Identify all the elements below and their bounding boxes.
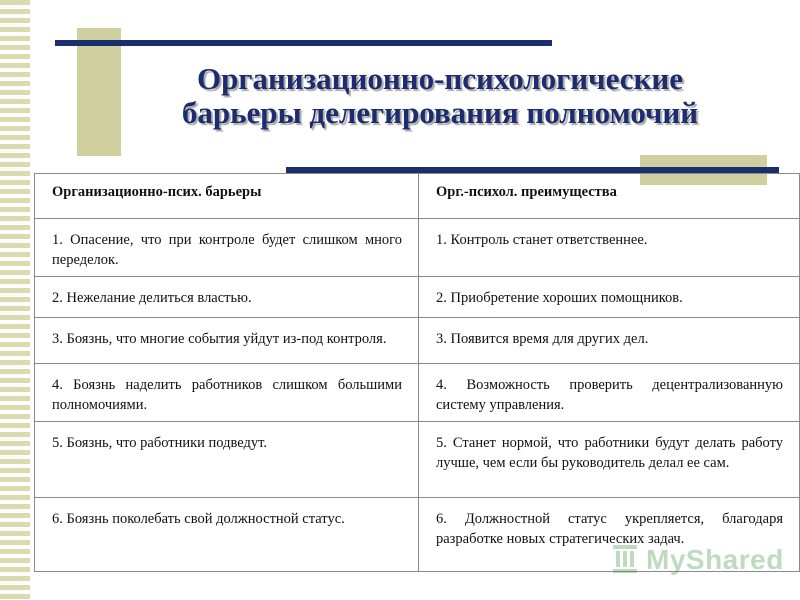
slide-title-line-2: барьеры делегирования полномочий (181, 95, 699, 130)
barrier-cell: 3. Боязнь, что многие события уйдут из-под контроля. (35, 318, 419, 364)
decorative-block-top (77, 28, 121, 156)
slide-title-line-1: Организационно-психологические (197, 61, 683, 96)
table-row (35, 219, 800, 277)
advantage-cell: 3. Появится время для других дел. (419, 318, 800, 364)
left-stripe-band (0, 0, 30, 600)
barrier-cell: 2. Нежелание делиться властью. (35, 277, 419, 318)
advantage-cell: 5. Станет нормой, что работники будут делать работу лучше, чем если бы руководитель делал ее сам. (419, 422, 800, 498)
barriers-table (34, 173, 800, 572)
table-row (35, 318, 800, 364)
barrier-cell: 6. Боязнь поколебать свой должностной статус. (35, 498, 419, 572)
advantage-cell: 4. Возможность проверить децентрализованную систему управления. (419, 364, 800, 422)
advantage-cell: 2. Приобретение хороших помощников. (419, 277, 800, 318)
column-header-advantages: Орг.-психол. преимущества (419, 174, 800, 219)
barrier-cell: 1. Опасение, что при контроле будет слишком много переделок. (35, 219, 419, 277)
decorative-line-top (55, 40, 552, 46)
watermark-logo-icon (610, 543, 640, 577)
slide-title (120, 62, 760, 130)
table-row (35, 422, 800, 498)
advantage-cell: 1. Контроль станет ответственнее. (419, 219, 800, 277)
barrier-cell: 4. Боязнь наделить работников слишком большими полномочиями. (35, 364, 419, 422)
table-header-row (35, 174, 800, 219)
watermark (610, 535, 785, 585)
column-header-barriers: Организационно-псих. барьеры (35, 174, 419, 219)
watermark-text: MyShared (646, 544, 784, 575)
table-row (35, 364, 800, 422)
advantage-cell: 6. Должностной статус укрепляется, благодаря разработке новых стратегических задач. (419, 498, 800, 572)
barrier-cell: 5. Боязнь, что работники подведут. (35, 422, 419, 498)
table-row (35, 277, 800, 318)
